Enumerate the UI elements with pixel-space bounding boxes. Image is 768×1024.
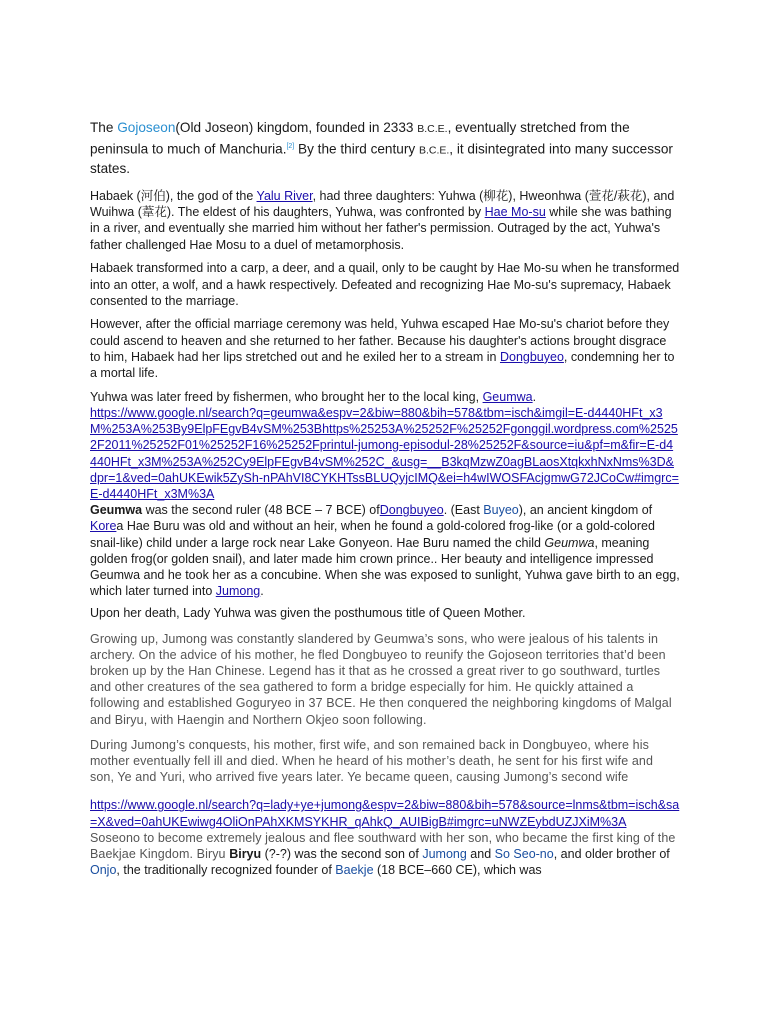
intro-text: (Old Joseon) kingdom, founded in 2333 xyxy=(175,120,418,135)
jumong-link-2[interactable]: Jumong xyxy=(422,847,467,862)
paragraph-text: was the second ruler (48 BCE – 7 BCE) of xyxy=(142,503,380,518)
intro-text: By the third century xyxy=(294,141,419,157)
paragraph-text: , condemning her to a mortal life. xyxy=(90,349,675,381)
biryu-bold: Biryu xyxy=(229,847,262,862)
paragraph-text: and xyxy=(466,847,495,862)
paragraph-text: a Hae Buru was old and without an heir, when he found a gold-colored frog-like (or a gold-colored snail-like) child under a large rock near Lake Gonyeon. Hae Buru named the child xyxy=(90,519,655,550)
baekje-link[interactable]: Baekje xyxy=(335,863,374,878)
paragraph-text: (18 BCE–660 CE), which was xyxy=(373,863,542,878)
buyeo-link[interactable]: Buyeo xyxy=(483,503,519,518)
dongbuyeo-link-2[interactable]: Dongbuyeo xyxy=(379,503,444,518)
paragraph-biryu xyxy=(90,797,680,878)
paragraph-text: . (East xyxy=(443,503,484,518)
era-abbrev: B.C.E. xyxy=(418,144,450,157)
paragraph-text: . xyxy=(532,389,537,404)
yalu-river-link[interactable]: Yalu River xyxy=(256,189,313,203)
gojoseon-link[interactable]: Gojoseon xyxy=(117,120,176,135)
paragraph-transformation: Habaek transformed into a carp, a deer, and a quail, only to be caught by Hae Mo-su when he transformed into an otter, a wolf, and a hawk respectively. Defeated and recognizing Hae Mo-su's supremacy, Habaek consented to the marriage. xyxy=(90,261,680,308)
dongbuyeo-link[interactable]: Dongbuyeo xyxy=(499,349,564,364)
paragraph-text: . xyxy=(260,584,264,599)
geumwa-link[interactable]: Geumwa xyxy=(482,389,533,404)
geumwa-italic: Geumwa xyxy=(544,535,595,550)
paragraph-habaek xyxy=(90,188,680,253)
so-seo-no-link[interactable]: So Seo-no xyxy=(494,847,554,862)
citation-link[interactable]: [2] xyxy=(286,143,295,150)
paragraph-text: , and older brother of xyxy=(553,847,670,862)
paragraph-text: Habaek (河伯), the god of the xyxy=(90,189,257,203)
era-abbrev: B.C.E. xyxy=(417,123,448,135)
geumwa-bold: Geumwa xyxy=(90,503,143,518)
intro-text: , it disintegrated into many successor states. xyxy=(90,141,673,176)
paragraph-text: Yuhwa was later freed by fishermen, who brought her to the local king, xyxy=(90,389,483,404)
paragraph-jumong-conquests: During Jumong’s conquests, his mother, first wife, and son remained back in Dongbuyeo, where his mother eventually fell ill and died. When he heard of his mother’s death, he sent for his first wife and son, Ye and Yuri, who arrived five years later. Ye became queen, causing Jumong’s second wife xyxy=(90,737,654,785)
korea-link[interactable]: Kore xyxy=(90,519,117,534)
article-body xyxy=(90,188,680,886)
paragraph-text: while she was bathing in a river, and eventually she married him without her father's permission. Outraged by the act, Yuhwa's father challenged Hae Mosu to a duel of metamorphosis. xyxy=(90,205,672,252)
paragraph-marriage xyxy=(90,316,680,381)
paragraph-queen-mother: Upon her death, Lady Yuhwa was given the posthumous title of Queen Mother. xyxy=(90,606,526,621)
paragraph-text: , had three daughters: Yuhwa (柳花), Hweonhwa (萱花/萩花), and Wuihwa (葦花). The eldest of his daughters, Yuhwa, was confronted by xyxy=(90,189,675,220)
paragraph-text: , the traditionally recognized founder of xyxy=(116,863,336,878)
intro-paragraph xyxy=(90,119,680,178)
google-image-search-link[interactable]: https://www.google.nl/search?q=geumwa&espv=2&biw=880&bih=578&tbm=isch&imgil=E-d4440HFt_x3M%253A%253By9ElpFEgvB4vSM%253Bhttps%25253A%25252F%25252Fgonggil.wordpress.com%25252F2011%25252F01%25252F16%25252Fprintul-jumong-episodul-28%25252F&source=iu&pf=m&fir=E-d4440HFt_x3M%253A%252Cy9ElpFEgvB4vSM%252C_&usg=__B3kqMzwZ0agBLaosXtqkxhNxNms%3D&dpr=1&ved=0ahUKEwik5ZySh-nPAhVI8CYKHTssBLUQyjcIMQ&ei=h4wIWOSFAcjgmwG72JCoCw#imgrc=E-d4440HFt_x3M%3A xyxy=(90,405,679,501)
paragraph-jumong-youth: Growing up, Jumong was constantly slandered by Geumwa’s sons, who were jealous of his talents in archery. On the advice of his mother, he fled Dongbuyeo to reunify the Gojoseon territories that’d been broken up by the Han Chinese. Legend has it that as he crossed a great river to go southward, turtles and other creatures of the sea gathered to form a bridge especially for him. He quickly attained a following and established Goguryeo in 37 BCE. He then conquered the neighboring kingdoms of Malgal and Biryu, with Haengin and Northern Okjeo soon following. xyxy=(90,631,672,727)
onjo-link[interactable]: Onjo xyxy=(90,863,117,878)
paragraph-text: However, after the official marriage ceremony was held, Yuhwa escaped Hae Mo-su's chariot before they could ascend to heaven and she returned to her father. Because his daughter's actions brought disgrace to him, Habaek had her lips stretched out and he exiled her to a stream in xyxy=(90,317,670,364)
hae-mosu-link[interactable]: Hae Mo-su xyxy=(484,205,546,220)
paragraph-text: (?-?) was the second son of xyxy=(261,847,423,862)
intro-text: , eventually stretched from the peninsula to much of Manchuria. xyxy=(90,120,630,157)
paragraph-geumwa xyxy=(90,389,680,600)
paragraph-text: , meaning golden frog(or golden snail), and later made him crown prince.. Her beauty and intelligence impressed Geumwa and he took her as a concubine. When she was exposed to sunlight, Yuhwa gave birth to an egg, which later turned into xyxy=(90,535,680,599)
jumong-link[interactable]: Jumong xyxy=(215,584,261,599)
intro-text: The xyxy=(90,120,118,135)
paragraph-text: ), an ancient kingdom of xyxy=(518,503,653,518)
paragraph-text: Soseono to become extremely jealous and flee southward with her son, who became the first king of the Baekjae Kingdom. Biryu xyxy=(90,830,676,862)
lady-ye-search-link[interactable]: https://www.google.nl/search?q=lady+ye+jumong&espv=2&biw=880&bih=578&source=lnms&tbm=isch&sa=X&ved=0ahUKEwiwg4OliOnPAhXKMSYKHR_qAhkQ_AUIBigB#imgrc=uNWZEybdUZJXiM%3A xyxy=(90,798,680,829)
